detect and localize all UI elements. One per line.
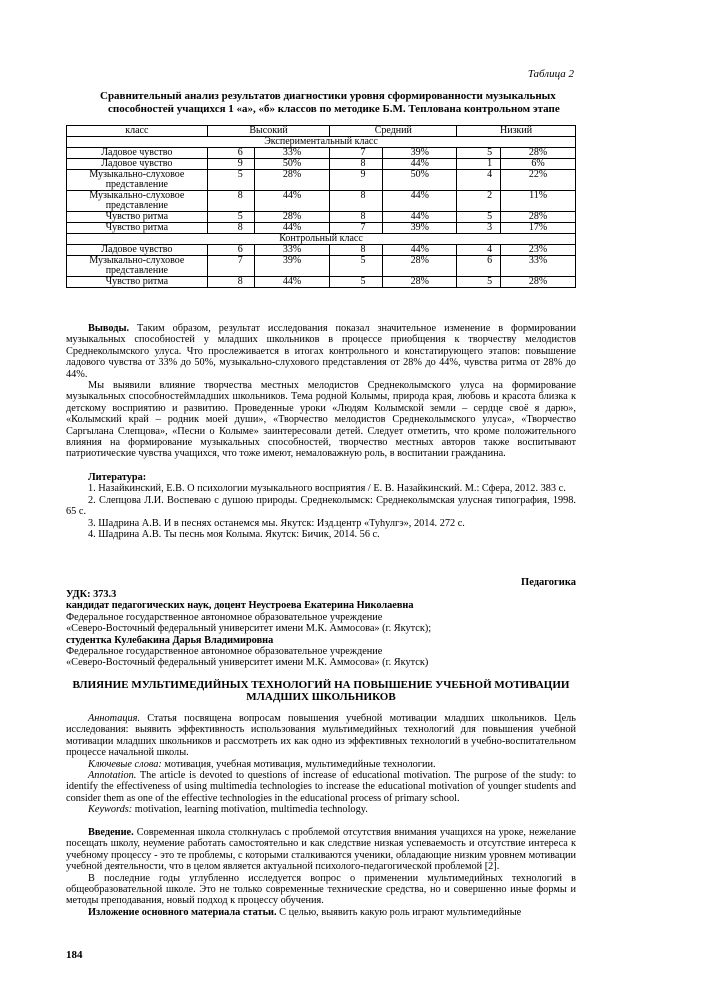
literature-heading: Литература:	[88, 472, 147, 483]
table-cell: 6	[207, 245, 254, 256]
table-cell: 7	[207, 256, 254, 277]
table-cell: 9	[207, 159, 254, 170]
table-cell: 33%	[254, 148, 330, 159]
literature-item: 2. Слепцова Л.И. Воспеваю с душою природы. Среднеколымск: Среднеколымская улусная типография, 1998. 65 с.	[66, 494, 576, 518]
table-cell: 23%	[501, 245, 576, 256]
table-caption: Сравнительный анализ результатов диагностики уровня сформированности музыкальных способностей учащихся 1 «а», «б» классов по методике Б.М. Теплована контрольном этапе	[100, 90, 560, 115]
header-cell: класс	[67, 126, 208, 137]
rubric: Педагогика	[521, 577, 576, 588]
table-cell: 44%	[383, 191, 457, 212]
table-cell: 8	[207, 191, 254, 212]
table-row	[67, 223, 576, 234]
table-row	[67, 277, 576, 288]
table-cell: 28%	[254, 170, 330, 191]
table-cell: 44%	[383, 245, 457, 256]
table-cell: Ладовое чувство	[67, 159, 208, 170]
table-cell: 44%	[383, 159, 457, 170]
table-cell: 8	[330, 245, 383, 256]
conclusion-text: Таким образом, результат исследования показал значительное изменение в формировании музыкальных способностей у младших школьников в процессе приобщения к творчеству мелодистов Среднеколымского улуса. Что прослеживается в итогах контрольного и констатирующего этапов: повышение ладового чувства от 33% до 50%, музыкально-слухового представления от 28% до 44%, чувства ритма от 28% до 44%.	[66, 323, 576, 380]
keywords-ru-label: Ключевые слова:	[88, 758, 162, 770]
table-cell: 44%	[383, 212, 457, 223]
group-label: Экспериментальный класс	[67, 137, 576, 148]
org-1a: Федеральное государственное автономное образовательное учреждение	[66, 611, 383, 623]
table-cell: 6	[457, 256, 501, 277]
keywords-en-label: Keywords:	[88, 804, 133, 816]
table-cell: 2	[457, 191, 501, 212]
table-cell: 4	[457, 170, 501, 191]
table-cell: 28%	[501, 212, 576, 223]
table-cell: 39%	[383, 223, 457, 234]
literature-item: 1. Назайкинский, Е.В. О психологии музыкального восприятия / Е. В. Назайкинский. М.: Сфера, 2012. 383 с.	[88, 483, 566, 495]
table-cell: 22%	[501, 170, 576, 191]
table-cell: 8	[330, 159, 383, 170]
table-cell: Чувство ритма	[67, 277, 208, 288]
table-cell: 28%	[254, 212, 330, 223]
literature-item: 4. Шадрина А.В. Ты песнь моя Колыма. Якутск: Бичик, 2014. 56 с.	[88, 529, 380, 541]
group-label: Контрольный класс	[67, 234, 576, 245]
intro-text: Современная школа столкнулась с проблемой отсутствия внимания учащихся на уроке, нежелание посещать школу, неумение работать самостоятельно и как следствие низкая успеваемость и отсутствие интереса к учебному процессу - это те проблемы, с которыми сталкиваются ученики, обладающие низким уровнем мотивации учебной деятельности, что в целом является актуальной психолого-педагогической проблемой [2].	[66, 827, 576, 873]
abstract-ru-label: Аннотация.	[88, 713, 141, 724]
author-block	[66, 589, 576, 669]
literature	[66, 472, 576, 540]
article-title: ВЛИЯНИЕ МУЛЬТИМЕДИЙНЫХ ТЕХНОЛОГИЙ НА ПОВЫШЕНИЕ УЧЕБНОЙ МОТИВАЦИИ МЛАДШИХ ШКОЛЬНИКОВ	[72, 679, 570, 703]
table-cell: 33%	[501, 256, 576, 277]
table-cell: 9	[330, 170, 383, 191]
table-cell: 33%	[254, 245, 330, 256]
table-cell: 8	[330, 191, 383, 212]
literature-item: 3. Шадрина А.В. И в песнях останемся мы. Якутск: Изд.центр «Туhулгэ», 2014. 272 с.	[88, 517, 465, 529]
table-cell: Музыкально-слуховое представление	[67, 256, 208, 277]
header-cell: Высокий	[207, 126, 330, 137]
table-cell: 44%	[254, 191, 330, 212]
table-cell: 3	[457, 223, 501, 234]
header-cell: Средний	[330, 126, 457, 137]
table-cell: 5	[457, 212, 501, 223]
table-cell: 5	[207, 212, 254, 223]
table-cell: 4	[457, 245, 501, 256]
table-cell: 50%	[254, 159, 330, 170]
table-header-row	[67, 126, 576, 137]
conclusion-paragraph	[66, 323, 576, 460]
header-cell: Низкий	[457, 126, 576, 137]
main-text: С целью, выявить какую роль играют мультимедийные	[276, 906, 522, 918]
table-cell: Ладовое чувство	[67, 148, 208, 159]
table-cell: 5	[457, 277, 501, 288]
org-2a: Федеральное государственное автономное образовательное учреждение	[66, 646, 383, 658]
table-cell: Музыкально-слуховое представление	[67, 191, 208, 212]
table-cell: 28%	[501, 148, 576, 159]
table-cell: 7	[330, 223, 383, 234]
table-cell: 5	[330, 256, 383, 277]
intro-head: Введение.	[88, 827, 134, 838]
table-cell: 8	[207, 223, 254, 234]
table-row	[67, 245, 576, 256]
paragraph-recent: В последние годы углубленно исследуется вопрос о применении мультимедийных технологий в общеобразовательной школе. Это не только современные технические средства, но и совершенно иные формы и методы преподавания, новый подход к процессу обучения.	[66, 872, 576, 907]
table-cell: 17%	[501, 223, 576, 234]
table-cell: 39%	[254, 256, 330, 277]
table-row	[67, 212, 576, 223]
table-cell: 5	[207, 170, 254, 191]
table-cell: 5	[457, 148, 501, 159]
table-label: Таблица 2	[527, 68, 574, 80]
paragraph-influence: Мы выявили влияние творчества местных мелодистов Среднеколымского улуса на формирование музыкальных способностеймладших школьников. Тема родной Колымы, природа края, любовь и красота близка к детскому восприятию и развитию. Проведенные уроки «Людям Колымской земли – сердце своё я дарю», «Колымский край – родник моей души», «Творчество мелодистов Среднеколымского улуса», «Творчество Саргылана Слепцова», «Песни о Колыме» заинтересовали детей. Следует отметить, что кроме положительного влияния на формирование музыкальных способностей, творчество местных авторов также воспитывают патриотические чувства учащихся, что тоже имеют, немаловажную роль, в воспитании гражданина.	[66, 380, 576, 460]
table-cell: 44%	[254, 223, 330, 234]
table-group-row	[67, 234, 576, 245]
table-row	[67, 170, 576, 191]
org-1b: «Северо-Восточный федеральный университет имени М.К. Аммосова» (г. Якутск);	[66, 623, 432, 635]
keywords-ru: мотивация, учебная мотивация, мультимедийные технологии.	[161, 758, 436, 770]
table-cell: 5	[330, 277, 383, 288]
table-cell: 6	[207, 148, 254, 159]
table-cell: 6%	[501, 159, 576, 170]
udk: УДК: 373.3	[66, 589, 117, 600]
intro-block	[66, 827, 576, 918]
table-cell: 8	[330, 212, 383, 223]
table-row	[67, 148, 576, 159]
table-cell: 28%	[383, 277, 457, 288]
abstract-block	[66, 713, 576, 816]
table-cell: Чувство ритма	[67, 212, 208, 223]
table-cell: Ладовое чувство	[67, 245, 208, 256]
table-row	[67, 159, 576, 170]
table-group-row	[67, 137, 576, 148]
results-table	[66, 125, 576, 288]
table-cell: 44%	[254, 277, 330, 288]
table-cell: 8	[207, 277, 254, 288]
abstract-en-label: Annotation.	[88, 770, 137, 782]
table-cell: 11%	[501, 191, 576, 212]
table-cell: 50%	[383, 170, 457, 191]
page-number: 184	[66, 949, 83, 961]
author-1: кандидат педагогических наук, доцент Неустроева Екатерина Николаевна	[66, 600, 414, 612]
table-cell: 7	[330, 148, 383, 159]
table-cell: 28%	[383, 256, 457, 277]
table-cell: 39%	[383, 148, 457, 159]
abstract-ru: Статья посвящена вопросам повышения учебной мотивации младших школьников. Цель исследования: выявить эффективность использования мультимедийных технологий для повышения учебной мотивации младших школьников и рассмотреть их как одно из эффективных технологий в учебно-воспитательном процессе начальной школы.	[66, 713, 576, 759]
table-cell: 1	[457, 159, 501, 170]
conclusion-head: Выводы.	[88, 323, 130, 334]
main-head: Изложение основного материала статьи.	[88, 906, 277, 918]
table-row	[67, 191, 576, 212]
table-cell: Музыкально-слуховое представление	[67, 170, 208, 191]
org-2b: «Северо-Восточный федеральный университет имени М.К. Аммосова» (г. Якутск)	[66, 657, 429, 669]
table-cell: Чувство ритма	[67, 223, 208, 234]
keywords-en: motivation, learning motivation, multimedia technology.	[132, 804, 368, 816]
table-cell: 28%	[501, 277, 576, 288]
table-row	[67, 256, 576, 277]
abstract-en: The article is devoted to questions of increase of educational motivation. The purpose of the study: to identify the effectiveness of using multimedia technologies to increase the educational motivation of younger students and consider them as one of the effective technologies in the educational process of primary school.	[66, 770, 576, 804]
author-2: студентка Кулебакина Дарья Владимировна	[66, 634, 274, 646]
